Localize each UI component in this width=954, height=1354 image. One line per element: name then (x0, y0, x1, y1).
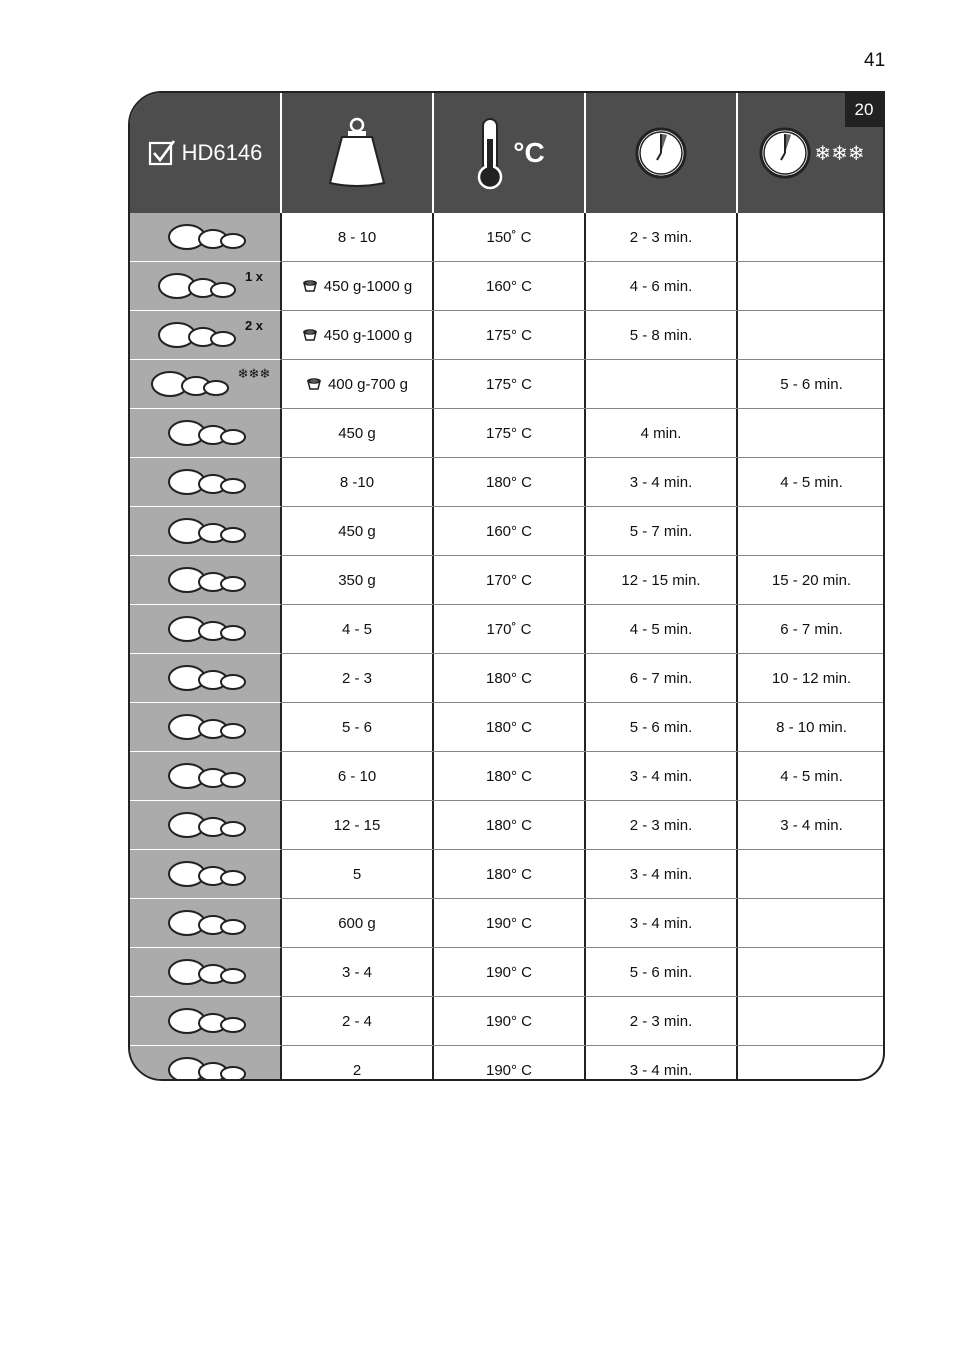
quantity-value: 12 - 15 (333, 816, 381, 834)
time-value: 2 - 3 min. (629, 1012, 693, 1030)
table-row (130, 458, 883, 507)
frozen-time-cell (738, 654, 885, 702)
frozen-time-cell (738, 262, 885, 310)
croquette-icon (157, 609, 253, 649)
shrimp-icon (157, 462, 253, 502)
row-tag: 2 x (244, 317, 264, 333)
time-cell (586, 1046, 736, 1081)
time-value: 5 - 6 min. (629, 718, 693, 736)
time-value: 4 - 6 min. (629, 277, 693, 295)
temperature-cell (434, 311, 584, 359)
model-header (130, 93, 280, 213)
frozen-time-cell (738, 507, 885, 555)
frozen-time-cell (738, 360, 885, 408)
table-row (130, 213, 883, 262)
food-icon-cell (130, 703, 280, 751)
temperature-cell (434, 948, 584, 996)
temperature-value: 175° C (485, 375, 533, 393)
page-badge: 20 (845, 93, 883, 127)
temperature-value: 180° C (485, 767, 533, 785)
temperature-cell (434, 752, 584, 800)
clock-icon (758, 126, 812, 180)
hot-snacks-plate-icon (157, 756, 253, 796)
apple-rings-icon (157, 854, 253, 894)
temperature-cell (434, 556, 584, 604)
frozen-time-cell (738, 997, 885, 1045)
time-cell (586, 801, 736, 849)
temperature-cell (434, 654, 584, 702)
food-icon-cell (130, 654, 280, 702)
model-name: HD6146 (181, 140, 263, 165)
time-value: 3 - 4 min. (629, 767, 693, 785)
quantity-cell (282, 262, 432, 310)
frozen-time-cell (738, 605, 885, 653)
mussels-icon (157, 805, 253, 845)
row-tag: 1 x (244, 268, 264, 284)
time-cell (586, 948, 736, 996)
temperature-cell (434, 507, 584, 555)
quantity-cell (282, 1046, 432, 1081)
quantity-value: 6 - 10 (337, 767, 377, 785)
quantity-cell (282, 801, 432, 849)
table-row (130, 507, 883, 556)
quantity-value: 350 g (338, 571, 376, 589)
time-cell (586, 605, 736, 653)
food-icon-cell (130, 213, 280, 261)
time-cell (586, 899, 736, 947)
time-cell (586, 262, 736, 310)
food-icon-cell (130, 311, 280, 359)
quantity-value: 2 (352, 1061, 362, 1079)
time-cell (586, 850, 736, 898)
temperature-cell (434, 1046, 584, 1081)
time-cell (586, 360, 736, 408)
quantity-value: 5 (352, 865, 362, 883)
temperature-header (434, 93, 584, 213)
time-cell (586, 556, 736, 604)
clock-icon (634, 126, 688, 180)
quantity-cell (282, 409, 432, 457)
quantity-value: 2 - 3 (341, 669, 372, 687)
time-cell (586, 458, 736, 506)
time-cell (586, 654, 736, 702)
basket-icon (302, 328, 318, 342)
quantity-cell (282, 850, 432, 898)
temperature-value: 190° C (485, 914, 533, 932)
table-row (130, 311, 883, 360)
table-row (130, 850, 883, 899)
time-value: 4 - 5 min. (629, 620, 693, 638)
frozen-time-cell (738, 213, 885, 261)
frozen-time-cell (738, 752, 885, 800)
food-icon-cell (130, 556, 280, 604)
temperature-cell (434, 213, 584, 261)
time-value: 3 - 4 min. (629, 1061, 693, 1079)
temperature-cell (434, 605, 584, 653)
onion-rings-icon (157, 952, 253, 992)
quantity-value: 3 - 4 (341, 963, 372, 981)
time-header (586, 93, 736, 213)
cooking-table (128, 91, 885, 1081)
quantity-cell (282, 703, 432, 751)
temperature-cell (434, 997, 584, 1045)
table-row (130, 262, 883, 311)
weight-header (282, 93, 432, 213)
frozen-time-cell (738, 703, 885, 751)
temperature-value: 170° C (485, 571, 533, 589)
frozen-time-cell (738, 801, 885, 849)
table-row (130, 703, 883, 752)
meat-roll-icon (157, 658, 253, 698)
quantity-value: 8 -10 (339, 473, 375, 491)
frozen-time-cell (738, 556, 885, 604)
time-cell (586, 409, 736, 457)
frozen-time-value: 4 - 5 min. (780, 767, 843, 785)
quantity-value: 450 g-1000 g (323, 277, 413, 295)
time-value: 5 - 8 min. (629, 326, 693, 344)
quantity-value: 450 g (338, 522, 376, 540)
potato-fries-2x-icon (147, 315, 243, 355)
temperature-value: 175° C (485, 424, 533, 442)
time-value: 3 - 4 min. (629, 865, 693, 883)
quantity-cell (282, 654, 432, 702)
temperature-cell (434, 703, 584, 751)
potato-slices-icon (157, 413, 253, 453)
table-row (130, 654, 883, 703)
frozen-time-cell (738, 899, 885, 947)
time-cell (586, 997, 736, 1045)
quantity-value: 400 g-700 g (327, 375, 409, 393)
table-row (130, 360, 883, 409)
time-cell (586, 311, 736, 359)
mushroom-onion-icon (157, 217, 253, 257)
temperature-cell (434, 262, 584, 310)
temperature-value: 180° C (485, 865, 533, 883)
table-row (130, 1046, 883, 1081)
table-row (130, 605, 883, 654)
frozen-time-cell (738, 311, 885, 359)
food-icon-cell (130, 850, 280, 898)
food-icon-cell (130, 458, 280, 506)
food-icon-cell (130, 899, 280, 947)
eggplant-slices-icon (157, 903, 253, 943)
time-value: 3 - 4 min. (629, 914, 693, 932)
food-icon-cell (130, 1046, 280, 1081)
temperature-value: 175° C (485, 326, 533, 344)
checkbox-checked-icon (148, 139, 176, 167)
quantity-value: 2 - 4 (341, 1012, 372, 1030)
temperature-cell (434, 801, 584, 849)
row-tag: ❄❄❄ (237, 366, 271, 381)
time-value: 5 - 6 min. (629, 963, 693, 981)
temperature-value: 190° C (485, 1061, 533, 1079)
time-value: 12 - 15 min. (621, 571, 701, 589)
quantity-cell (282, 213, 432, 261)
breaded-fillet-icon (157, 1050, 253, 1081)
temperature-cell (434, 409, 584, 457)
snowflake-icon: ❄❄❄ (814, 142, 865, 165)
temperature-value: 160° C (485, 522, 533, 540)
fish-icon (157, 511, 253, 551)
quantity-cell (282, 556, 432, 604)
time-value: 6 - 7 min. (629, 669, 693, 687)
quantity-cell (282, 458, 432, 506)
frozen-time-cell (738, 948, 885, 996)
temperature-value: 180° C (485, 473, 533, 491)
temperature-value: 150˚ C (486, 228, 532, 246)
frozen-time-cell (738, 409, 885, 457)
time-value: 4 min. (640, 424, 682, 442)
food-icon-cell (130, 752, 280, 800)
temperature-value: 160° C (485, 277, 533, 295)
food-icon-cell (130, 801, 280, 849)
food-icon-cell (130, 997, 280, 1045)
quantity-cell (282, 948, 432, 996)
food-icon-cell (130, 507, 280, 555)
chicken-icon (157, 560, 253, 600)
table-row (130, 997, 883, 1046)
table-body (130, 213, 883, 1081)
quantity-cell (282, 507, 432, 555)
food-icon-cell (130, 262, 280, 310)
quantity-cell (282, 899, 432, 947)
time-value: 3 - 4 min. (629, 473, 693, 491)
temperature-cell (434, 899, 584, 947)
time-cell (586, 752, 736, 800)
potato-fries-1x-icon (147, 266, 243, 306)
time-cell (586, 507, 736, 555)
frozen-time-value: 6 - 7 min. (780, 620, 843, 638)
frozen-time-value: 4 - 5 min. (780, 473, 843, 491)
table-row (130, 801, 883, 850)
table-row (130, 948, 883, 997)
temperature-value: 180° C (485, 816, 533, 834)
table-row (130, 409, 883, 458)
quantity-cell (282, 360, 432, 408)
frozen-time-value: 8 - 10 min. (776, 718, 847, 736)
time-value: 5 - 7 min. (629, 522, 693, 540)
frozen-time-cell (738, 850, 885, 898)
quantity-value: 8 - 10 (337, 228, 377, 246)
food-icon-cell (130, 360, 280, 408)
time-cell (586, 703, 736, 751)
frozen-time-cell (738, 1046, 885, 1081)
frozen-time-value: 3 - 4 min. (780, 816, 843, 834)
quantity-cell (282, 311, 432, 359)
quantity-value: 600 g (338, 914, 376, 932)
cheese-cubes-icon (157, 1001, 253, 1041)
page-number: 41 (864, 50, 886, 71)
thermometer-icon (473, 115, 509, 191)
quantity-value: 450 g-1000 g (323, 326, 413, 344)
quantity-cell (282, 997, 432, 1045)
frozen-time-value: 10 - 12 min. (771, 669, 852, 687)
time-value: 2 - 3 min. (629, 816, 693, 834)
weight-icon (322, 115, 392, 191)
quantity-cell (282, 605, 432, 653)
food-icon-cell (130, 605, 280, 653)
temp-unit: °C (513, 137, 545, 168)
table-row (130, 899, 883, 948)
temperature-value: 170˚ C (486, 620, 532, 638)
temperature-value: 190° C (485, 1012, 533, 1030)
food-icon-cell (130, 409, 280, 457)
quantity-value: 450 g (338, 424, 376, 442)
quantity-cell (282, 752, 432, 800)
temperature-cell (434, 360, 584, 408)
frozen-time-cell (738, 458, 885, 506)
table-row (130, 556, 883, 605)
time-value: 2 - 3 min. (629, 228, 693, 246)
time-cell (586, 213, 736, 261)
temperature-cell (434, 458, 584, 506)
spring-roll-icon (157, 707, 253, 747)
frozen-fries-icon (140, 364, 236, 404)
temperature-cell (434, 850, 584, 898)
table-row (130, 752, 883, 801)
basket-icon (306, 377, 322, 391)
frozen-time-value: 5 - 6 min. (780, 375, 843, 393)
basket-icon (302, 279, 318, 293)
temperature-value: 180° C (485, 669, 533, 687)
frozen-time-value: 15 - 20 min. (771, 571, 852, 589)
quantity-value: 4 - 5 (341, 620, 372, 638)
temperature-value: 190° C (485, 963, 533, 981)
quantity-value: 5 - 6 (341, 718, 372, 736)
temperature-value: 180° C (485, 718, 533, 736)
food-icon-cell (130, 948, 280, 996)
